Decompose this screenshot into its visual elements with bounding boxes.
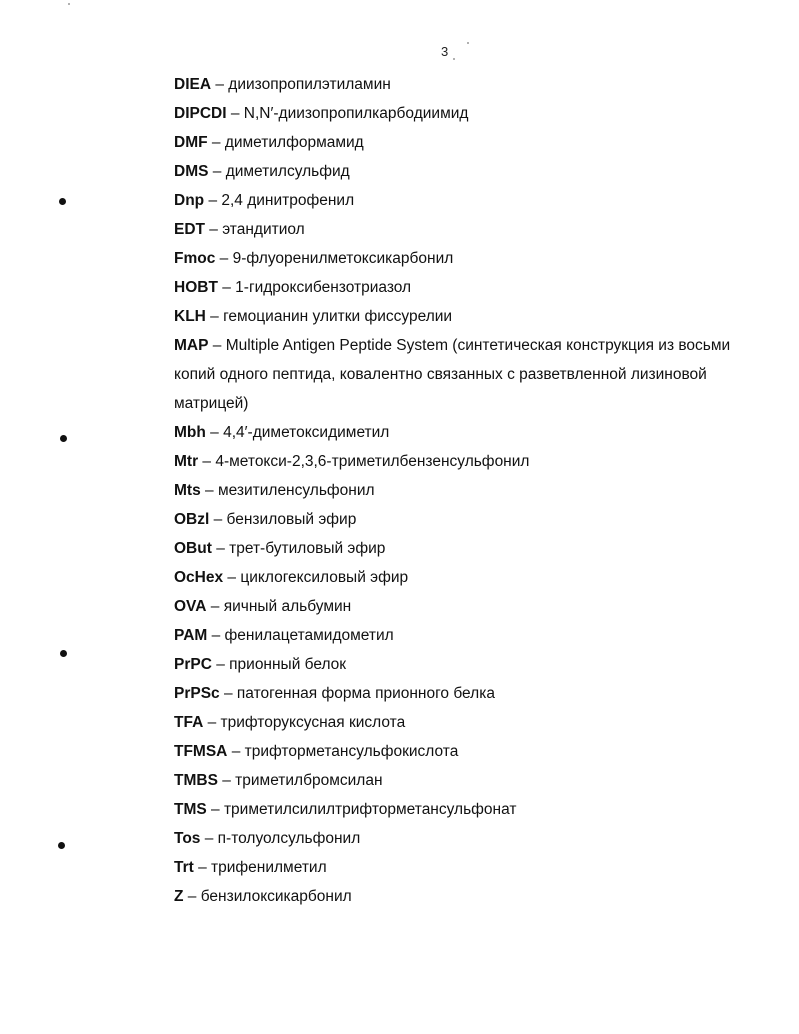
abbreviation-entry xyxy=(174,563,744,592)
scan-speck xyxy=(68,3,70,5)
abbreviation-definition: патогенная форма прионного белка xyxy=(236,685,495,702)
abbreviation-definition: 1-гидроксибензотриазол xyxy=(235,279,412,296)
abbreviation-separator: – xyxy=(207,627,225,644)
abbreviation-entry xyxy=(174,273,744,302)
abbreviation-definition: прионный белок xyxy=(229,656,347,673)
abbreviation-term: Trt xyxy=(174,859,194,876)
abbreviation-definition: Multiple Antigen Peptide System (синтетическая конструкция из восьми копий одного пептида, ковалентно связанных с разветвленной лизиновой матрицей) xyxy=(174,337,731,412)
abbreviation-definition: диметилсульфид xyxy=(225,163,350,180)
abbreviation-entry xyxy=(174,824,744,853)
punch-hole-mark xyxy=(58,842,65,849)
punch-hole-mark xyxy=(60,650,67,657)
abbreviation-term: DMS xyxy=(174,163,209,180)
abbreviation-separator: – xyxy=(200,830,218,847)
abbreviation-separator: – xyxy=(211,76,229,93)
abbreviation-entry xyxy=(174,244,744,273)
abbreviation-definition: трифенилметил xyxy=(211,859,327,876)
abbreviation-term: DIPCDI xyxy=(174,105,227,122)
abbreviation-entry xyxy=(174,621,744,650)
abbreviation-term: DMF xyxy=(174,134,208,151)
abbreviation-separator: – xyxy=(215,250,233,267)
abbreviation-separator: – xyxy=(217,772,236,789)
abbreviation-definition: мезитиленсульфонил xyxy=(217,482,375,499)
abbreviation-definition: п-толуолсульфонил xyxy=(217,830,361,847)
abbreviation-entry xyxy=(174,302,744,331)
abbreviation-term: PAM xyxy=(174,627,208,644)
abbreviation-separator: – xyxy=(209,511,227,528)
abbreviation-entry xyxy=(174,476,744,505)
abbreviation-term: Mbh xyxy=(174,424,206,441)
abbreviation-term: OVA xyxy=(174,598,207,615)
abbreviation-separator: – xyxy=(217,279,236,296)
abbreviation-entry xyxy=(174,882,744,911)
abbreviation-definition: трифторуксусная кислота xyxy=(220,714,406,731)
abbreviation-separator: – xyxy=(208,163,226,180)
abbreviation-term: PrPSc xyxy=(174,685,220,702)
abbreviation-separator: – xyxy=(198,453,216,470)
abbreviation-definition: триметилсилилтрифторметансульфонат xyxy=(223,801,517,818)
abbreviation-term: Mts xyxy=(174,482,201,499)
abbreviation-entry xyxy=(174,331,744,418)
abbreviation-definition: бензилоксикарбонил xyxy=(200,888,352,905)
page-number: 3 xyxy=(441,44,449,59)
abbreviation-entry xyxy=(174,447,744,476)
abbreviation-definition: N,N′-диизопропилкарбодиимид xyxy=(243,105,469,122)
abbreviation-separator: – xyxy=(206,801,224,818)
abbreviation-entry xyxy=(174,99,744,128)
abbreviation-entry xyxy=(174,650,744,679)
abbreviation-entry xyxy=(174,708,744,737)
abbreviation-term: Tos xyxy=(174,830,201,847)
abbreviation-separator: – xyxy=(207,134,225,151)
abbreviation-definition: диметилформамид xyxy=(224,134,364,151)
abbreviation-term: EDT xyxy=(174,221,205,238)
abbreviation-entry xyxy=(174,766,744,795)
scan-speck xyxy=(467,42,469,44)
scan-speck xyxy=(453,58,455,60)
abbreviation-entry xyxy=(174,418,744,447)
abbreviation-separator: – xyxy=(205,424,224,441)
abbreviation-term: HOBT xyxy=(174,279,218,296)
abbreviation-term: Mtr xyxy=(174,453,199,470)
abbreviation-entry xyxy=(174,157,744,186)
abbreviation-term: OBzl xyxy=(174,511,210,528)
abbreviation-separator: – xyxy=(227,743,245,760)
abbreviation-separator: – xyxy=(200,482,218,499)
punch-hole-mark xyxy=(60,435,67,442)
punch-hole-mark xyxy=(59,198,66,205)
abbreviation-definition: 4-метокси-2,3,6-триметилбензенсульфонил xyxy=(215,453,530,470)
abbreviation-definition: яичный альбумин xyxy=(223,598,352,615)
abbreviation-definition: трет-бутиловый эфир xyxy=(229,540,386,557)
abbreviation-definition: диизопропилэтиламин xyxy=(228,76,391,93)
abbreviation-term: PrPC xyxy=(174,656,212,673)
abbreviation-separator: – xyxy=(205,221,223,238)
abbreviation-definition: 4,4′-диметоксидиметил xyxy=(223,424,390,441)
abbreviation-separator: – xyxy=(223,569,241,586)
abbreviation-separator: – xyxy=(208,337,226,354)
abbreviation-definition: бензиловый эфир xyxy=(226,511,357,528)
abbreviation-term: Z xyxy=(174,888,184,905)
abbreviation-definition: гемоцианин улитки фиссурелии xyxy=(223,308,453,325)
abbreviation-definition: этандитиол xyxy=(222,221,305,238)
abbreviation-separator: – xyxy=(183,888,201,905)
abbreviation-list xyxy=(174,70,744,911)
abbreviation-term: Dnp xyxy=(174,192,205,209)
abbreviation-term: OBut xyxy=(174,540,212,557)
abbreviation-definition: триметилбромсилан xyxy=(235,772,383,789)
abbreviation-entry xyxy=(174,853,744,882)
abbreviation-term: OcHex xyxy=(174,569,224,586)
abbreviation-definition: трифторметансульфокислота xyxy=(244,743,459,760)
abbreviation-separator: – xyxy=(193,859,212,876)
abbreviation-separator: – xyxy=(206,598,224,615)
abbreviation-entry xyxy=(174,128,744,157)
abbreviation-entry xyxy=(174,737,744,766)
abbreviation-entry xyxy=(174,795,744,824)
abbreviation-term: TFA xyxy=(174,714,204,731)
abbreviation-separator: – xyxy=(204,192,222,209)
abbreviation-separator: – xyxy=(205,308,224,325)
abbreviation-entry xyxy=(174,186,744,215)
abbreviation-definition: 9-флуоренилметоксикарбонил xyxy=(232,250,454,267)
abbreviation-definition: циклогексиловый эфир xyxy=(240,569,409,586)
abbreviation-term: TMS xyxy=(174,801,207,818)
abbreviation-definition: 2,4 динитрофенил xyxy=(221,192,355,209)
abbreviation-term: MAP xyxy=(174,337,209,354)
abbreviation-term: TFMSA xyxy=(174,743,228,760)
abbreviation-term: KLH xyxy=(174,308,206,325)
abbreviation-separator: – xyxy=(219,685,237,702)
abbreviation-entry xyxy=(174,505,744,534)
abbreviation-separator: – xyxy=(211,540,230,557)
abbreviation-term: DIEA xyxy=(174,76,212,93)
abbreviation-separator: – xyxy=(226,105,244,122)
abbreviation-definition: фенилацетамидометил xyxy=(224,627,394,644)
abbreviation-entry xyxy=(174,534,744,563)
abbreviation-separator: – xyxy=(211,656,230,673)
abbreviation-entry xyxy=(174,679,744,708)
abbreviation-entry xyxy=(174,592,744,621)
abbreviation-entry xyxy=(174,215,744,244)
abbreviation-term: TMBS xyxy=(174,772,218,789)
abbreviation-term: Fmoc xyxy=(174,250,216,267)
abbreviation-separator: – xyxy=(203,714,221,731)
abbreviation-entry xyxy=(174,70,744,99)
